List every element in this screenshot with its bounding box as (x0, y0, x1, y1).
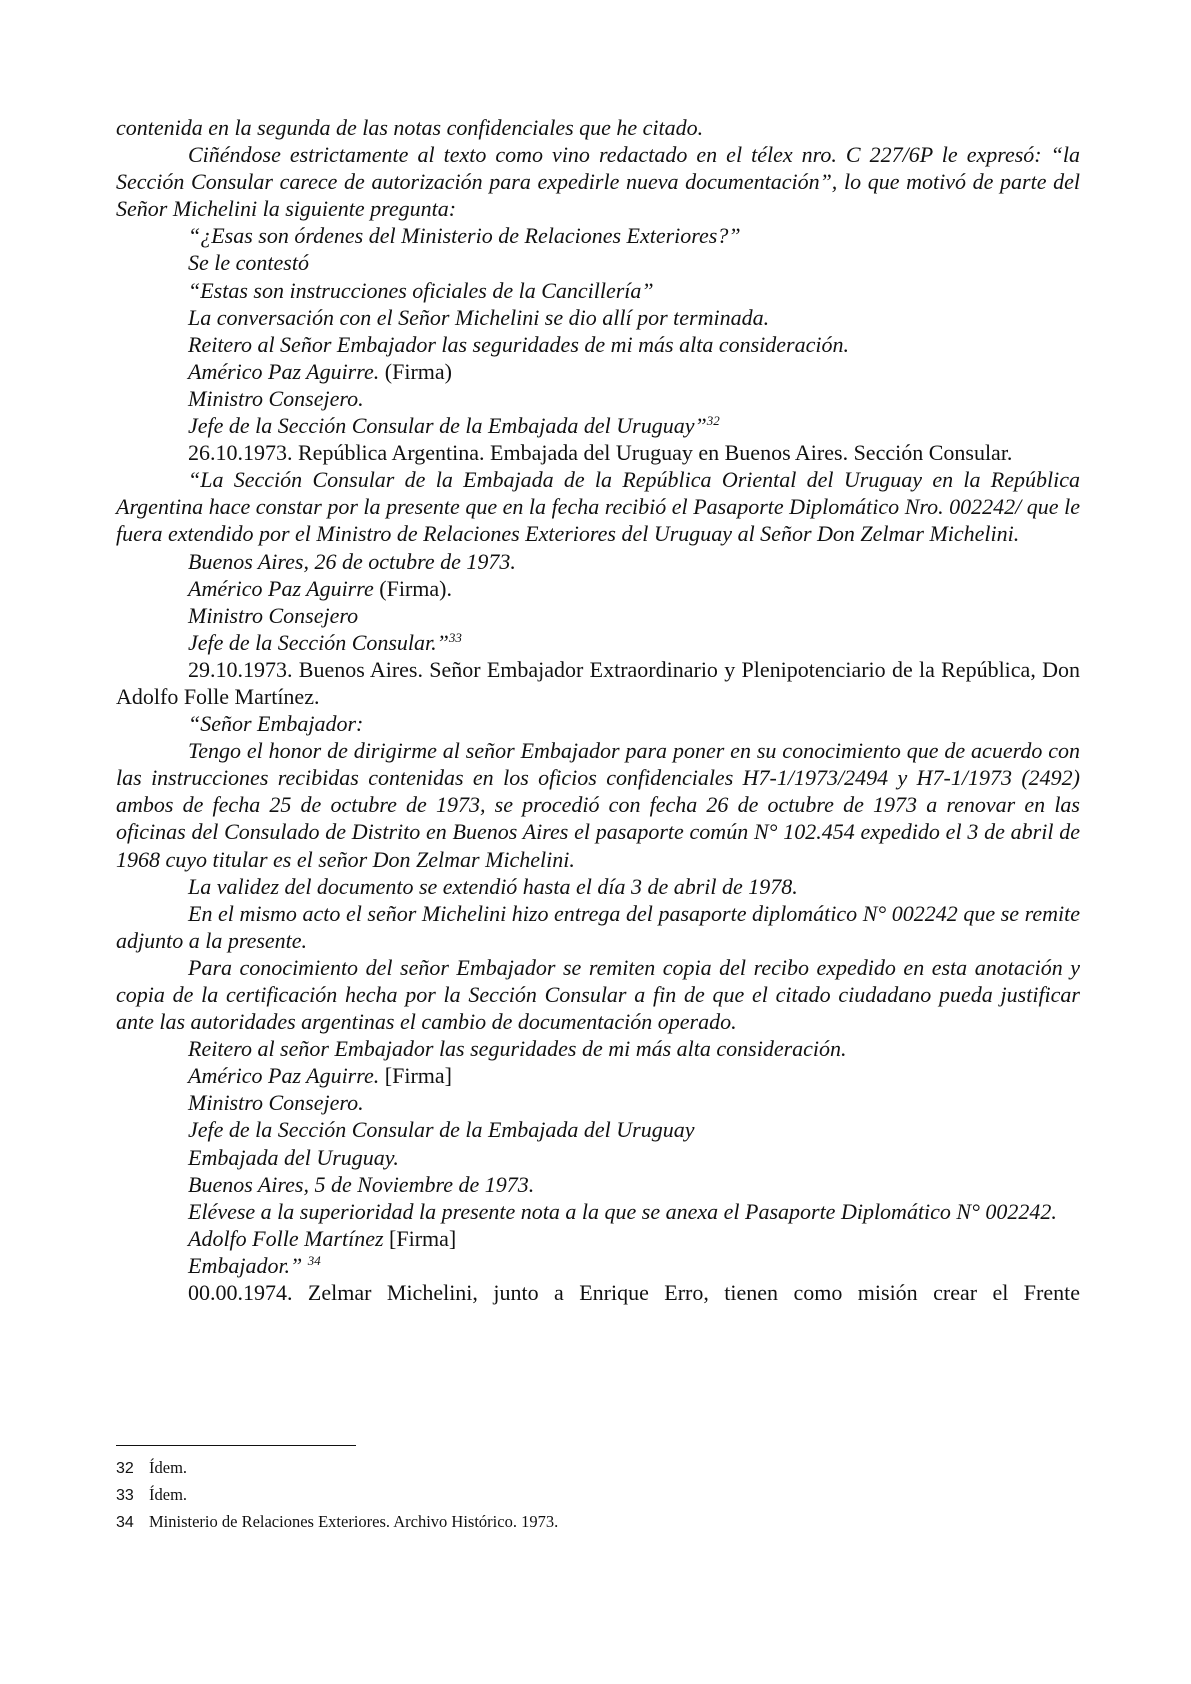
paragraph: contenida en la segunda de las notas confidenciales que he citado. (116, 115, 704, 140)
quoted-line: “¿Esas son órdenes del Ministerio de Relaciones Exteriores?” (188, 223, 741, 249)
footnote-number: 34 (116, 1514, 134, 1531)
paragraph: Ciñéndose estrictamente al texto como vino redactado en el télex nro. C 227/6P le expresó: “la Sección Consular carece de autorización para expedirle nueva documentación”, lo que motivó de parte del Señor Michelini la siguiente pregunta: (116, 142, 1080, 222)
signatory-title: Ministro Consejero. (188, 385, 364, 411)
signatory-title: Ministro Consejero. (188, 1090, 364, 1116)
footnote (116, 1482, 1080, 1509)
signatory-office: Jefe de la Sección Consular de la Embajada del Uruguay (188, 1117, 695, 1143)
signature-mark: (Firma). (373, 575, 452, 601)
signature-name: Américo Paz Aguirre (188, 575, 374, 601)
signatory-office (116, 629, 1080, 656)
footnote-text: Ministerio de Relaciones Exteriores. Archivo Histórico. 1973. (149, 1512, 559, 1531)
footnote-number: 33 (116, 1487, 134, 1504)
salutation: “Señor Embajador: (188, 711, 364, 737)
signature-line (116, 575, 1080, 602)
paragraph: Elévese a la superioridad la presente nota a la que se anexa el Pasaporte Diplomático N° 002242. (188, 1198, 1057, 1224)
dated-entry: 26.10.1973. República Argentina. Embajada del Uruguay en Buenos Aires. Sección Consular. (188, 440, 1013, 466)
quoted-line: Buenos Aires, 5 de Noviembre de 1973. (188, 1171, 535, 1197)
dated-entry: 29.10.1973. Buenos Aires. Señor Embajador Extraordinario y Plenipotenciario de la República, Don Adolfo Folle Martínez. (116, 656, 1080, 709)
paragraph: “La Sección Consular de la Embajada de la República Oriental del Uruguay en la República Argentina hace constar por la presente que en la fecha recibió el Pasaporte Diplomático Nro. 002242/ que le fuera extendido por el Ministro de Relaciones Exteriores del Uruguay al Señor Don Zelmar Michelini. (116, 467, 1080, 547)
footnote-ref: 34 (307, 1252, 321, 1268)
dated-entry: 00.00.1974. Zelmar Michelini, junto a Enrique Erro, tienen como misión crear el Frente (188, 1280, 1080, 1306)
signatory-office-text: Jefe de la Sección Consular de la Embajada del Uruguay” (188, 413, 707, 439)
quoted-line: Se le contestó (188, 250, 309, 276)
signatory-office (116, 412, 1080, 439)
signature-mark: (Firma) (379, 358, 452, 384)
signature-mark: [Firma] (383, 1225, 457, 1251)
footnote-separator (116, 1445, 356, 1446)
signature-mark: [Firma] (379, 1063, 452, 1089)
signature-name: Américo Paz Aguirre. (188, 1063, 380, 1089)
signatory-title: Ministro Consejero (188, 602, 359, 628)
quoted-line: La conversación con el Señor Michelini se dio allí por terminada. (188, 304, 770, 330)
signature-name: Adolfo Folle Martínez (188, 1225, 384, 1251)
quoted-line: Reitero al señor Embajador las seguridades de mi más alta consideración. (188, 1036, 847, 1062)
footnote (116, 1509, 1080, 1536)
footnotes (116, 1455, 1080, 1536)
footnote-text: Ídem. (149, 1485, 188, 1504)
signature-line (116, 1225, 1080, 1252)
paragraph: Para conocimiento del señor Embajador se remiten copia del recibo expedido en esta anotación y copia de la certificación hecha por la Sección Consular a fin de que el citado ciudadano pueda justificar ante las autoridades argentinas el cambio de documentación operado. (116, 954, 1080, 1035)
footnote-ref: 33 (448, 629, 462, 645)
paragraph: En el mismo acto el señor Michelini hizo entrega del pasaporte diplomático N° 002242 que se remite adjunto a la presente. (116, 900, 1080, 953)
signature-line (116, 1062, 1080, 1089)
quoted-line: Embajada del Uruguay. (188, 1144, 399, 1170)
signature-name: Américo Paz Aguirre. (188, 358, 380, 384)
quoted-line: La validez del documento se extendió hasta el día 3 de abril de 1978. (188, 873, 798, 899)
document-body (116, 114, 1080, 1306)
quoted-line: Reitero al Señor Embajador las seguridades de mi más alta consideración. (188, 331, 849, 357)
paragraph: Tengo el honor de dirigirme al señor Embajador para poner en su conocimiento que de acuerdo con las instrucciones recibidas contenidas en los oficios confidenciales H7-1/1973/2494 y H7-1/1973 (2492) ambos de fecha 25 de octubre de 1973, se procedió con fecha 26 de octubre de 1973 a renovar en las oficinas del Consulado de Distrito en Buenos Aires el pasaporte común N° 102.454 expedido el 3 de abril de 1968 cuyo titular es el señor Don Zelmar Michelini. (116, 738, 1080, 872)
signatory-office-text: Jefe de la Sección Consular.” (188, 629, 449, 655)
footnote (116, 1455, 1080, 1482)
signatory-title-text: Embajador.” (188, 1252, 308, 1278)
footnote-text: Ídem. (149, 1458, 188, 1477)
footnote-number: 32 (116, 1460, 134, 1477)
quoted-line: Buenos Aires, 26 de octubre de 1973. (188, 548, 516, 574)
footnote-ref: 32 (706, 413, 720, 429)
signatory-title (116, 1252, 1080, 1279)
signature-line (116, 358, 1080, 385)
quoted-line: “Estas son instrucciones oficiales de la Cancillería” (188, 277, 654, 303)
